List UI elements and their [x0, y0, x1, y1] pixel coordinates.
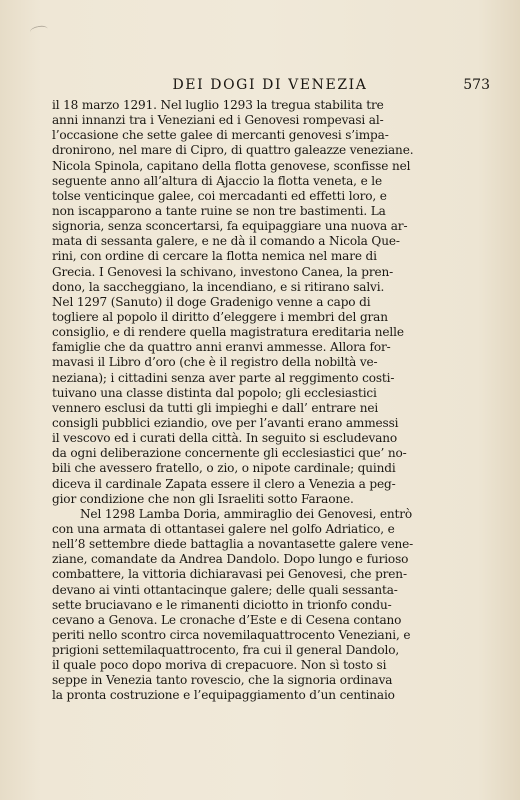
text-line: dono, la saccheggiano, la incendiano, e si ritirano salvi.: [52, 279, 385, 294]
text-line: il quale poco dopo moriva di crepacuore. Non sì tosto si: [52, 658, 387, 673]
text-line: famiglie che da quattro anni eranvi ammesse. Allora for-: [52, 340, 391, 355]
text-line: sette bruciavano e le rimanenti diciotto in trionfo condu-: [52, 597, 392, 612]
text-line: il vescovo ed i curati della città. In seguito si escludevano: [52, 431, 398, 446]
text-line: da ogni deliberazione concernente gli ecclesiastici que’ no-: [52, 446, 407, 461]
pencil-mark: [29, 25, 48, 37]
text-line: tolse venticinque galee, coi mercadanti ed effetti loro, e: [52, 188, 387, 203]
text-line: ziane, comandate da Andrea Dandolo. Dopo lungo e furioso: [52, 552, 409, 567]
text-line: vennero esclusi da tutti gli impieghi e dall’ entrare nei: [52, 400, 379, 415]
text-line: signoria, senza sconcertarsi, fa equipaggiare una nuova ar-: [52, 219, 408, 234]
text-line: cevano a Genova. Le cronache d’Este e di Cesena contano: [52, 612, 402, 627]
text-line: prigioni settemilaquattrocento, fra cui il general Dandolo,: [52, 643, 400, 658]
text-line: neziana); i cittadini senza aver parte al reggimento costi-: [52, 370, 395, 385]
text-line: devano ai vinti ottantacinque galere; delle quali sessanta-: [52, 582, 398, 597]
text-line: seguente anno all’altura di Ajaccio la flotta veneta, e le: [52, 173, 382, 188]
text-line: consigli pubblici eziandio, ove per l’avanti erano ammessi: [52, 415, 399, 430]
text-line: rini, con ordine di cercare la flotta nemica nel mare di: [52, 249, 377, 264]
text-line: non iscapparono a tante ruine se non tre bastimenti. La: [52, 203, 386, 218]
text-line: diceva il cardinale Zapata essere il clero a Venezia a peg-: [52, 476, 396, 491]
text-line: il 18 marzo 1291. Nel luglio 1293 la tregua stabilita tre: [52, 98, 384, 112]
text-line: togliere al popolo il diritto d’eleggere i membri del gran: [52, 309, 388, 324]
text-line: gior condizione che non gli Israeliti sotto Faraone.: [52, 491, 354, 506]
text-line: Grecia. I Genovesi la schivano, investono Canea, la pren-: [52, 264, 394, 279]
text-line: combattere, la vittoria dichiaravasi pei Genovesi, che pren-: [52, 567, 407, 582]
text-line: l’occasione che sette galee di mercanti genovesi s’impa-: [52, 128, 389, 143]
text-line: Nicola Spinola, capitano della flotta genovese, sconfisse nel: [52, 158, 411, 173]
text-line: seppe in Venezia tanto rovescio, che la signoria ordinava: [52, 673, 393, 688]
text-line: Nel 1297 (Sanuto) il doge Gradenigo venne a capo di: [52, 294, 371, 309]
text-line: consiglio, e di rendere quella magistratura ereditaria nelle: [52, 325, 404, 340]
text-line: tuivano una classe distinta dal popolo; gli ecclesiastici: [52, 385, 377, 400]
running-title: DEI DOGI DI VENEZIA: [172, 77, 368, 93]
text-line: nell’8 settembre diede battaglia a novantasette galere vene-: [52, 537, 414, 552]
text-line: con una armata di ottantasei galere nel golfo Adriatico, e: [52, 521, 395, 536]
text-line: la pronta costruzione e l’equipaggiamento d’un centinaio: [52, 688, 395, 703]
body-text: [52, 98, 480, 704]
text-line: mata di sessanta galere, e ne dà il comando a Nicola Que-: [52, 234, 400, 249]
text-line: Nel 1298 Lamba Doria, ammiraglio dei Genovesi, entrò: [80, 506, 413, 521]
page-number: 573: [463, 77, 490, 93]
text-line: mavasi il Libro d’oro (che è il registro della nobiltà ve-: [52, 355, 378, 370]
text-line: periti nello scontro circa novemilaquattrocento Veneziani, e: [52, 627, 411, 642]
running-header: [50, 77, 490, 97]
text-line: bili che avessero fratello, o zio, o nipote cardinale; quindi: [52, 461, 396, 476]
text-line: anni innanzi tra i Veneziani ed i Genovesi rompevasi al-: [52, 113, 384, 128]
text-line: dronirono, nel mare di Cipro, di quattro galeazze veneziane.: [52, 143, 414, 158]
